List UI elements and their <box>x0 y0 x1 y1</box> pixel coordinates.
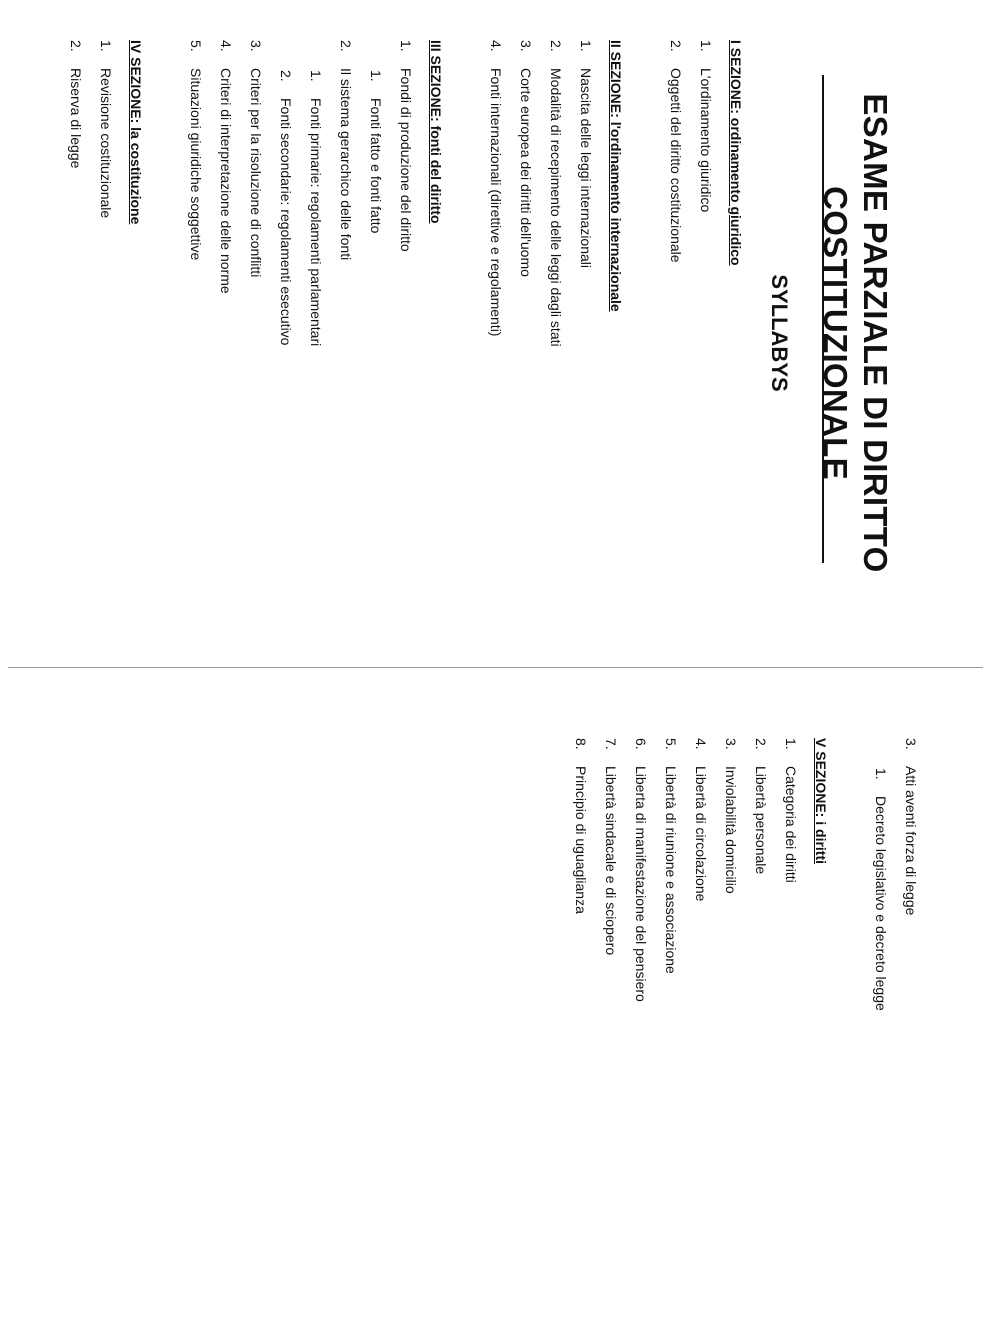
list-item-sub <box>307 70 325 346</box>
section-heading <box>812 738 830 864</box>
section-heading-title: fonti del diritto <box>428 125 444 224</box>
list-item-text: Criteri per la risoluzione di conflitti <box>248 68 264 278</box>
section-heading-title: l'ordinamento internazionale <box>608 121 624 312</box>
list-item <box>722 738 740 894</box>
list-item <box>692 738 710 901</box>
list-item-number: 5. <box>188 40 204 52</box>
document-title-line-1: ESAME PARZIALE DI DIRITTO <box>857 93 894 573</box>
list-item-number: 1. <box>308 70 324 82</box>
list-item <box>67 40 85 168</box>
list-item-text: Nascita delle leggi internazionali <box>578 68 594 269</box>
list-item-number: 4. <box>488 40 504 52</box>
list-item-text: Corte europea dei diritti dell'uomo <box>518 68 534 277</box>
list-item-text: Fonti fatto e fonti fatto <box>368 98 384 234</box>
list-item-number: 1. <box>873 768 889 780</box>
list-item-number: 3. <box>903 738 919 750</box>
list-item-text: Decreto legislativo e decreto legge <box>873 796 889 1011</box>
list-item-number: 1. <box>398 40 414 52</box>
list-item-text: Libertà di riunione e associazione <box>663 766 679 974</box>
list-item-text: Revisione costituzionale <box>98 68 114 219</box>
list-item-number: 3. <box>248 40 264 52</box>
list-item-text: Criteri di interpretazione delle norme <box>218 68 234 294</box>
list-item-number: 2. <box>548 40 564 52</box>
section-heading <box>607 40 625 312</box>
list-item-number: 2. <box>668 40 684 52</box>
list-item <box>397 40 415 252</box>
list-item-number: 1. <box>698 40 714 52</box>
list-item-text: Riserva di legge <box>68 68 84 169</box>
list-item-text: Fonti primarie: regolamenti parlamentari <box>308 98 324 347</box>
list-item-text: L'ordinamento giuridico <box>698 68 714 213</box>
section-heading-title: ordinamento giuridico <box>728 117 744 266</box>
section-heading-prefix: V SEZIONE: <box>813 738 829 822</box>
list-item-text: Libertà di circolazione <box>693 766 709 902</box>
list-item <box>337 40 355 260</box>
list-item-text: Il sistema gerarchico delle fonti <box>338 68 354 261</box>
title-rule <box>822 75 824 563</box>
list-item-number: 2. <box>68 40 84 52</box>
list-item-text: Libertà personale <box>753 766 769 875</box>
list-item-text: Fonti secondarie: regolamenti esecutivo <box>278 98 294 346</box>
list-item-number: 2. <box>753 738 769 750</box>
list-item-number: 1. <box>578 40 594 52</box>
list-item-number: 1. <box>98 40 114 52</box>
list-item <box>577 40 595 268</box>
list-item <box>547 40 565 347</box>
list-item-text: Oggetti del diritto costituzionale <box>668 68 684 263</box>
list-item-text: Categoria dei diritti <box>783 766 799 883</box>
section-heading-title: i diritti <box>813 821 829 865</box>
list-item-text: Principio di uguaglianza <box>573 766 589 914</box>
list-item-text: Fondi di produzione del diritto <box>398 68 414 252</box>
list-item <box>632 738 650 1002</box>
list-item <box>752 738 770 874</box>
document-page-1 <box>0 0 1000 666</box>
list-item-number: 8. <box>573 738 589 750</box>
section-heading <box>427 40 445 224</box>
list-item-text: Inviolabilità domicilio <box>723 766 739 894</box>
list-item <box>782 738 800 883</box>
section-heading <box>727 40 745 266</box>
document-page-2 <box>0 668 1000 1333</box>
list-item-text: Situazioni giuridiche soggettive <box>188 68 204 261</box>
list-item-number: 7. <box>603 738 619 750</box>
list-item <box>697 40 715 212</box>
list-item <box>902 738 920 915</box>
list-item-number: 2. <box>278 70 294 82</box>
list-item <box>217 40 235 294</box>
list-item-number: 4. <box>218 40 234 52</box>
section-heading-prefix: III SEZIONE: <box>428 40 444 126</box>
list-item-text: Modalità di recepimento delle leggi dagli stati <box>548 68 564 347</box>
list-item-sub <box>872 768 890 1011</box>
list-item <box>187 40 205 260</box>
list-item <box>97 40 115 218</box>
document-subtitle: SYLLABYS <box>767 274 792 392</box>
list-item <box>517 40 535 277</box>
list-item-number: 1. <box>368 70 384 82</box>
section-heading-prefix: II SEZIONE: <box>608 40 624 122</box>
list-item <box>602 738 620 955</box>
section-heading-title: la costituzione <box>128 127 144 225</box>
list-item <box>487 40 505 336</box>
list-item-sub <box>367 70 385 233</box>
list-item-number: 3. <box>723 738 739 750</box>
list-item-sub <box>277 70 295 345</box>
list-item <box>247 40 265 277</box>
list-item-text: Atti aventi forza di legge <box>903 766 919 916</box>
list-item-number: 3. <box>518 40 534 52</box>
section-heading <box>127 40 145 224</box>
list-item <box>662 738 680 974</box>
list-item <box>667 40 685 263</box>
list-item-number: 1. <box>783 738 799 750</box>
section-heading-prefix: IV SEZIONE: <box>128 40 144 128</box>
list-item-number: 4. <box>693 738 709 750</box>
list-item-number: 5. <box>663 738 679 750</box>
list-item-number: 6. <box>633 738 649 750</box>
list-item <box>572 738 590 914</box>
section-heading-prefix: I SEZIONE: <box>728 40 744 118</box>
document-title-line-2: COSTITUZIONALE <box>817 186 854 480</box>
list-item-number: 2. <box>338 40 354 52</box>
list-item-text: Liberta di manifestazione del pensiero <box>633 766 649 1002</box>
list-item-text: Fonti internazionali (direttive e regolamenti) <box>488 68 504 337</box>
list-item-text: Libertà sindacale e di sciopero <box>603 766 619 956</box>
